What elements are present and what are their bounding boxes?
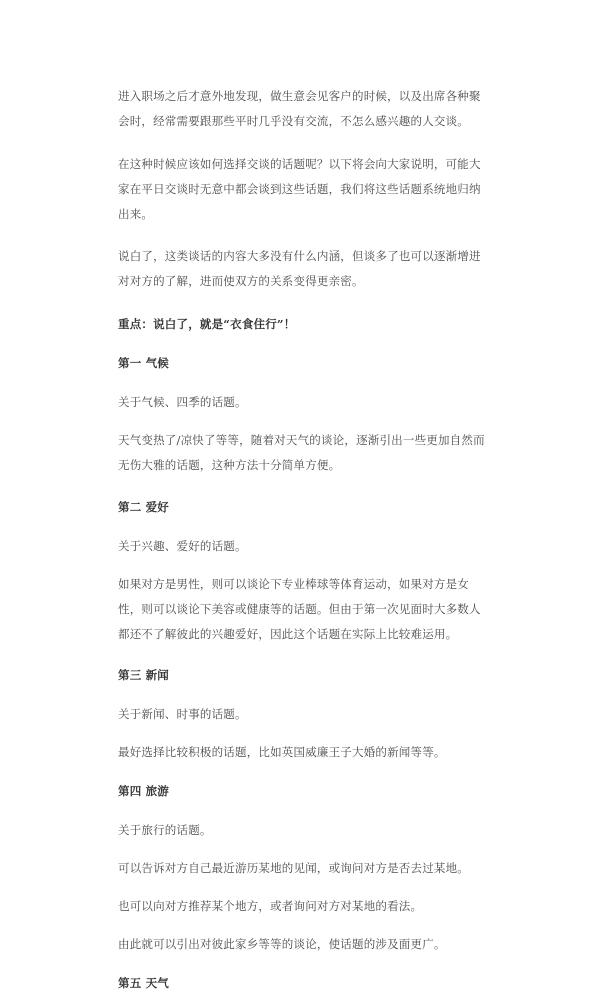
intro-paragraph-1: 进入职场之后才意外地发现，做生意会见客户的时候，以及出席各种聚会时，经常需要跟那些平时几乎没有交流，不怎么感兴趣的人交谈。 xyxy=(118,89,481,128)
section-2-subtitle: 关于兴趣、爱好的话题。 xyxy=(118,539,247,553)
key-point-heading: 重点：说白了，就是“衣食住行”！ xyxy=(118,317,296,331)
section-4-body-1: 可以告诉对方自己最近游历某地的见闻，或询问对方是否去过某地。 xyxy=(118,861,469,875)
document-page xyxy=(118,84,486,996)
section-3-title: 第三 新闻 xyxy=(118,668,170,682)
section-1-subtitle: 关于气候、四季的话题。 xyxy=(118,395,247,409)
section-4-body-2: 也可以向对方推荐某个地方，或者询问对方对某地的看法。 xyxy=(118,899,423,913)
intro-paragraph-3: 说白了，这类谈话的内容大多没有什么内涵，但谈多了也可以逐渐增进对对方的了解，进而使双方的关系变得更亲密。 xyxy=(118,249,481,288)
section-1-title: 第一 气候 xyxy=(118,356,170,370)
section-2-body: 如果对方是男性，则可以谈论下专业棒球等体育运动，如果对方是女性，则可以谈论下美容或健康等的话题。但由于第一次见面时大多数人都还不了解彼此的兴趣爱好，因此这个话题在实际上比较难运用。 xyxy=(118,577,481,641)
section-1-body: 天气变热了/凉快了等等，随着对天气的谈论，逐渐引出一些更加自然而无伤大雅的话题，这种方法十分简单方便。 xyxy=(118,433,485,472)
section-3-body: 最好选择比较积极的话题，比如英国威廉王子大婚的新闻等等。 xyxy=(118,745,446,759)
section-4-title: 第四 旅游 xyxy=(118,784,170,798)
intro-paragraph-2: 在这种时候应该如何选择交谈的话题呢？以下将会向大家说明，可能大家在平日交谈时无意中都会谈到这些话题，我们将这些话题系统地归纳出来。 xyxy=(118,157,481,221)
section-5-title: 第五 天气 xyxy=(118,976,170,990)
section-4-subtitle: 关于旅行的话题。 xyxy=(118,823,212,837)
section-3-subtitle: 关于新闻、时事的话题。 xyxy=(118,707,247,721)
section-2-title: 第二 爱好 xyxy=(118,500,170,514)
section-4-body-3: 由此就可以引出对彼此家乡等等的谈论，使话题的涉及面更广。 xyxy=(118,937,446,951)
